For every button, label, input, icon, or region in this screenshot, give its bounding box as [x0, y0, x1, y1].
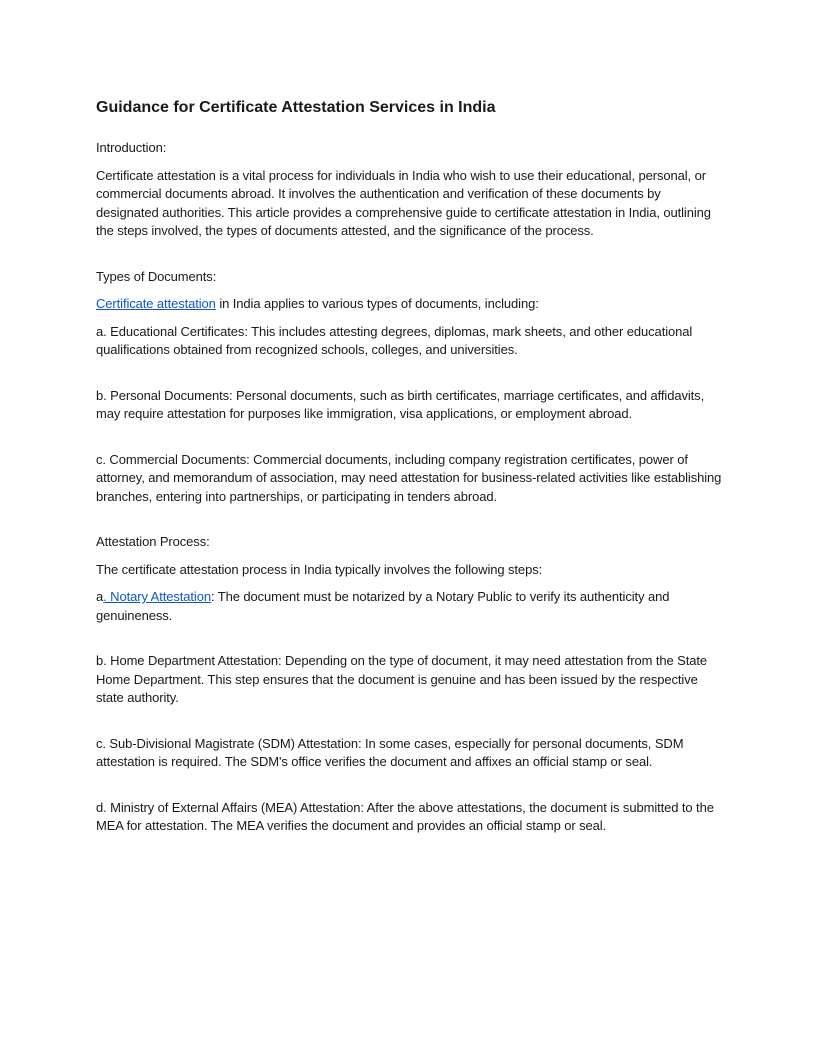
document-page — [96, 96, 722, 845]
step-sdm: c. Sub-Divisional Magistrate (SDM) Attestation: In some cases, especially for personal documents, SDM attestation is required. The SDM's office verifies the document and affixes an official stamp or seal. — [96, 735, 684, 769]
step-notary-prefix: a — [96, 589, 104, 604]
type-educational: a. Educational Certificates: This includes attesting degrees, diplomas, mark sheets, and other educational qualifications obtained from recognized schools, colleges, and universities. — [96, 323, 693, 357]
types-intro-text: in India applies to various types of documents, including: — [215, 296, 539, 311]
intro-paragraph: Certificate attestation is a vital process for individuals in India who wish to use their educational, personal, or commercial documents abroad. It involves the authentication and verification of these documents by designated authorities. This article provides a comprehensive guide to certificate attestation in India, outlining the steps involved, the types of documents attested, and the significance of the process. — [96, 167, 711, 238]
process-intro: The certificate attestation process in India typically involves the following steps: — [96, 561, 543, 577]
page-title: Guidance for Certificate Attestation Services in India — [96, 99, 496, 116]
step-home-department: b. Home Department Attestation: Depending on the type of document, it may need attestation from the State Home Department. This step ensures that the document is genuine and has been issued by the respective state authority. — [96, 653, 707, 705]
step-mea: d. Ministry of External Affairs (MEA) Attestation: After the above attestations, the document is submitted to the MEA for attestation. The MEA verifies the document and provides an official stamp or seal. — [96, 799, 714, 833]
step-notary — [96, 588, 722, 625]
type-commercial: c. Commercial Documents: Commercial documents, including company registration certificates, power of attorney, and memorandum of association, may need attestation for business-related activities like establishing branches, entering into partnerships, or participating in tenders abroad. — [96, 451, 722, 504]
types-intro — [96, 295, 722, 314]
intro-heading: Introduction: — [96, 140, 167, 155]
step-notary-text: : The document must be notarized by a Notary Public to verify its authenticity and genuineness. — [96, 589, 670, 623]
types-heading: Types of Documents: — [96, 268, 217, 284]
process-heading: Attestation Process: — [96, 534, 210, 549]
type-personal: b. Personal Documents: Personal documents, such as birth certificates, marriage certificates, and affidavits, may require attestation for purposes like immigration, visa applications, or employment abroad. — [96, 387, 705, 421]
certificate-attestation-link[interactable]: Certificate attestation — [96, 296, 216, 311]
notary-attestation-link[interactable]: . Notary Attestation — [103, 589, 211, 604]
